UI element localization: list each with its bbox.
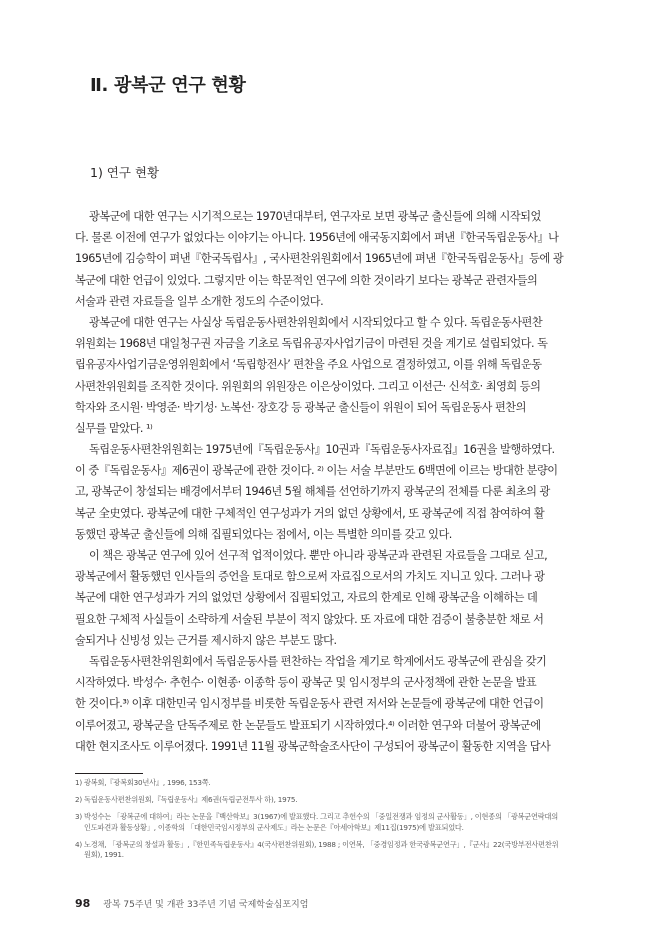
body-line: 동했던 광복군 출신들에 의해 집필되었다는 점에서, 이는 특별한 의미를 갖고 있다. (75, 527, 452, 541)
page-number: 98 (75, 897, 91, 910)
body-line: 1965년에 김승학이 펴낸『한국독립사』, 국사편찬위원회에서 1965년에 펴낸『한국독립운동사』등에 광 (75, 252, 564, 266)
body-line: 복군에 대한 연구성과가 거의 없었던 상황에서 집필되었고, 자료의 한계로 인해 광복군을 이해하는 데 (75, 591, 538, 605)
body-line: 광복군에 대한 연구는 시기적으로는 1970년대부터, 연구자로 보면 광복군 출신들에 의해 시작되었 (89, 210, 541, 223)
footnote (75, 778, 595, 788)
body-line: 필요한 구체적 사실들이 소략하게 서술된 부분이 적지 않았다. 또 자료에 대한 검증이 불충분한 채로 서 (75, 612, 544, 626)
footnote-line: 3) 박성수는 「광복군에 대하여」라는 논문을『백산학보』3(1967)에 발표했다. 그리고 추헌수의 「중일전쟁과 임정의 군사활동」, 이현종의 「광복군연락대의 (75, 812, 559, 822)
body-line: 대한 현지조사도 이루어졌다. 1991년 11월 광복군학술조사단이 구성되어 광복군이 활동한 지역을 답사 (75, 739, 551, 753)
body-line: 서술과 관련 자료들을 일부 소개한 정도의 수준이었다. (75, 294, 324, 308)
chapter-title: Ⅱ. 광복군 연구 현황 (90, 75, 246, 96)
footnote-line: 2) 독립운동사편찬위원회,『독립운동사』제6권(독립군전투사 하), 1975. (75, 795, 298, 805)
footnote-line: 1) 광복회,『광복회30년사』, 1996, 153쪽. (75, 778, 211, 787)
body-line: 다. 물론 이전에 연구가 없었다는 이야기는 아니다. 1956년에 애국동지회에서 펴낸『한국독립운동사』나 (75, 231, 559, 245)
footer-text: 광복 75주년 및 개관 33주년 기념 국제학술심포지엄 (103, 900, 309, 910)
body-line: 술되거나 신빙성 있는 근거를 제시하지 않은 부분도 많다. (75, 633, 337, 647)
page-footer (75, 897, 308, 910)
body-line: 학자와 조시원· 박영준· 박기성· 노복선· 장호강 등 광복군 출신들이 위원이 되어 독립운동사 편찬의 (75, 400, 526, 414)
body-line: 광복군에 대한 연구는 사실상 독립운동사편찬위원회에서 시작되었다고 할 수 있다. 독립운동사편찬 (89, 315, 543, 329)
section-title: 1) 연구 현황 (90, 165, 160, 180)
body-line: 이 책은 광복군 연구에 있어 선구적 업적이었다. 뿐만 아니라 광복군과 관련된 자료들을 그대로 싣고, (89, 549, 548, 562)
footnotes (75, 778, 595, 867)
body-text (75, 206, 590, 757)
body-line: 복군 全史였다. 광복군에 대한 구체적인 연구성과가 거의 없던 상황에서, 또 광복군에 직접 참여하여 활 (75, 506, 545, 520)
body-line: 위원회는 1968년 대일청구권 자금을 기초로 독립유공자사업기금이 마련된 것을 계기로 설립되었다. 독 (75, 337, 548, 351)
footnote-line: 인도파견과 활동상황」, 이종학의 「대한민국임시정부의 군사제도」라는 논문은『아세아학보』제11집(1975)에 발표되었다. (84, 822, 464, 832)
body-line: 사편찬위원회를 조직한 것이다. 위원회의 위원장은 이은상이었다. 그리고 이선근· 신석호· 최영희 등의 (75, 379, 541, 393)
footnote-line: 원회), 1991. (84, 850, 124, 860)
footnote-line: 4) 노경채, 「광복군의 창설과 활동」,『한민족독립운동사』4(국사편찬위원회), 1988 ; 이연복, 「중경임정과 한국광복군연구」,『군사』22(국방부전사편찬위 (75, 839, 559, 849)
body-line: 시작하였다. 박성수· 추헌수· 이현종· 이종학 등이 광복군 및 임시정부의 군사정책에 관한 논문을 발표 (75, 676, 537, 690)
body-line: 이루어졌고, 광복군을 단독주제로 한 논문들도 발표되기 시작하였다.⁴⁾ 이러한 연구와 더불어 광복군에 (75, 718, 541, 732)
body-line: 실무를 맡았다. ¹⁾ (75, 421, 153, 435)
body-line: 복군에 대한 언급이 있었다. 그렇지만 이는 학문적인 연구에 의한 것이라기 보다는 광복군 관련자들의 (75, 273, 538, 287)
body-line: 한 것이다.³⁾ 이후 대한민국 임시정부를 비롯한 독립운동사 관련 저서와 논문들에 광복군에 대한 언급이 (75, 697, 544, 711)
body-line: 광복군에서 활동했던 인사들의 증언을 토대로 함으로써 자료집으로서의 가치도 지니고 있다. 그러나 광 (75, 570, 545, 584)
footnote (75, 795, 595, 805)
body-line: 이 중『독립운동사』제6권이 광복군에 관한 것이다. ²⁾ 이는 서술 부분만도 6백면에 이르는 방대한 분량이 (75, 464, 558, 478)
body-line: 립유공자사업기금운영위원회에서 ‘독립항전사’ 편찬을 주요 사업으로 결정하였고, 이를 위해 독립운동 (75, 358, 542, 372)
footnote (75, 840, 595, 860)
body-line: 독립운동사편찬위원회는 1975년에『독립운동사』10권과『독립운동사자료집』16권을 발행하였다. (89, 443, 555, 457)
body-line: 고, 광복군이 창설되는 배경에서부터 1946년 5월 해체를 선언하기까지 광복군의 전체를 다룬 최초의 광 (75, 485, 550, 499)
body-line: 독립운동사편찬위원회에서 독립운동사를 편찬하는 작업을 계기로 학계에서도 광복군에 관심을 갖기 (89, 654, 547, 668)
footnote-divider (75, 773, 143, 774)
footnote (75, 812, 595, 832)
